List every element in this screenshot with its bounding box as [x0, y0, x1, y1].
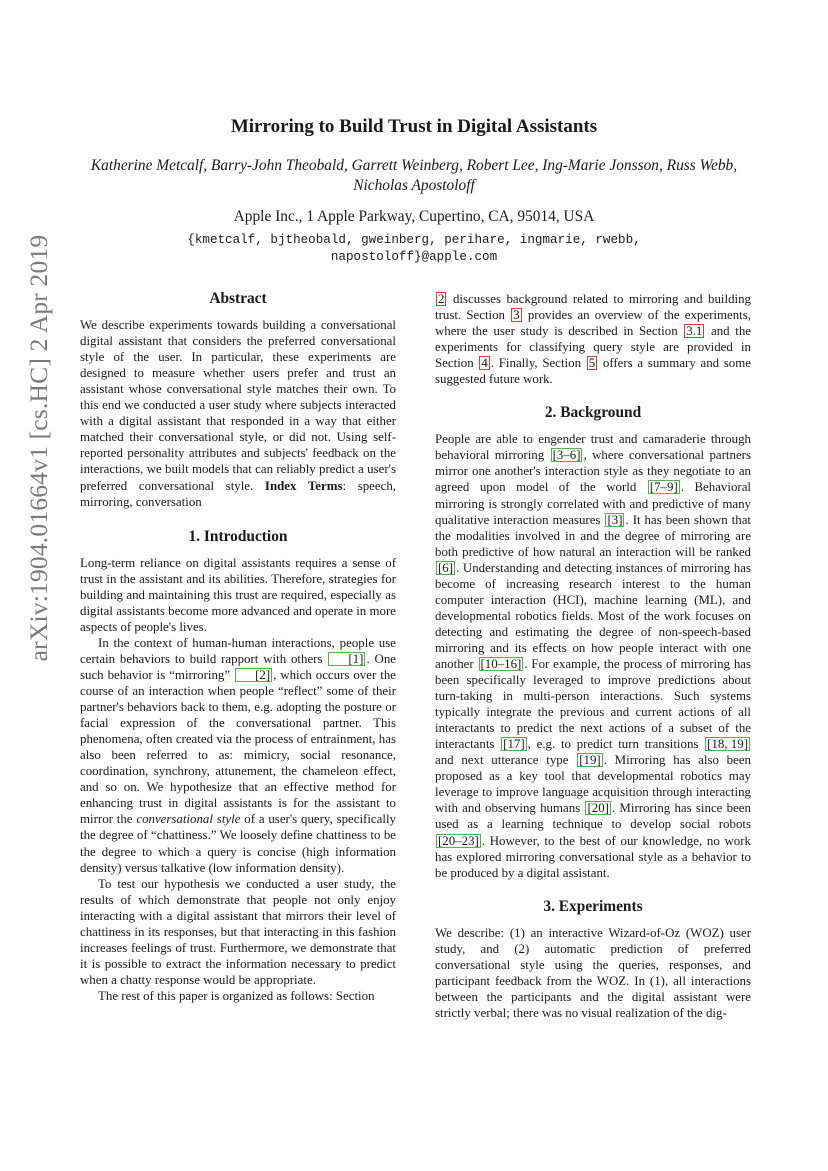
intro-paragraph-1: Long-term reliance on digital assistants requires a sense of trust in the assistant and its abilities. Therefore, strategies for building and maintaining this trust are required, especially as digital assistants become more advanced and operate in more aspects of people's lives. [80, 555, 396, 634]
citation-link[interactable]: [20–23] [438, 833, 479, 848]
experiments-paragraph: We describe: (1) an interactive Wizard-of-Oz (WOZ) user study, and (2) automatic prediction of preferred conversational style using the queries, responses, and participant feedback from the WOZ. In (1), all interactions between the participants and the digital assistant were strictly verbal; there was no visual realization of the dig- [435, 925, 751, 1020]
paper-title: Mirroring to Build Trust in Digital Assistants [230, 116, 598, 137]
right-column [435, 291, 751, 1021]
abstract-text: We describe experiments towards building a conversational digital assistant that considers the preferred conversational style of the user. In particular, these experiments are designed to measure whether users prefer and trust an assistant whose conversational style matches their own. To this end we conducted a user study where subjects interacted with a digital assistant that responded in a way that either matched their conversational style, or did not. Using self-reported personality attributes and subjects' feedback on the interactions, we built models that can reliably predict a user's preferred conversational style. Index Terms: speech, mirroring, conversation [80, 318, 397, 509]
section-link[interactable]: 4 [481, 356, 488, 371]
background-paragraph: People are able to engender trust and camaraderie through behavioral mirroring [3–6] , where conversational partners mirror one another's interaction style as they negotiate to an agreed upon model of the world [7–9] . Behavioral mirroring is strongly correlated with and predictive of many qualitative interaction measures [3] . It has been shown that the modalities involved in and the degree of mirroring are both predictive of how natural an interaction will be ranked [6] . Understanding and detecting instances of mirroring has become of increasing research interest to the human computer interaction (HCI), machine learning (ML), and developmental robotics fields. Most of the work focuses on detecting and estimating the degree of non-speech-based mirroring and its effects on how people interact with one another [10–16] . For example, the process of mirroring has been specifically leveraged to improve predictions about turn-taking in multi-person interactions. Such systems typically integrate the previous and current actions of all interactants to predict the next actions of a subset of the interactants [17] , e.g. to predict turn transitions [18, 19] and next utterance type [19] . Mirroring has also been proposed as a key tool that developmental robotics may leverage to improve language acquisition through interacting with and observing humans [20] . Mirroring has since been used as a learning technique to develop social robots [20–23] . However, to the best of our knowledge, no work has explored mirroring conversational style as a behavior to be produced by a digital assistant. [435, 432, 752, 880]
citation-link[interactable]: [6] [438, 560, 454, 575]
index-terms: : speech, mirroring, conversation [80, 478, 397, 509]
arxiv-identifier: arXiv:1904.01664v1 [cs.HC] 2 Apr 2019 [24, 234, 53, 662]
author-emails: {kmetcalf, bjtheobald, gweinberg, perihare, ingmarie, rwebb, napostoloff}@apple.com [187, 233, 641, 264]
citation-link[interactable]: [7–9] [649, 480, 678, 495]
citation-link[interactable]: [2] [235, 668, 272, 682]
citation-link[interactable]: [3] [607, 512, 623, 527]
author-list: Katherine Metcalf, Barry-John Theobald, Garrett Weinberg, Robert Lee, Ing-Marie Jonsson, Russ Webb, Nicholas Apostoloff [90, 157, 738, 194]
intro-paragraph-4: The rest of this paper is organized as follows: Section [98, 988, 375, 1003]
section-link[interactable]: 3.1 [686, 324, 703, 339]
intro-paragraph-2: In the context of human-human interactions, people use certain behaviors to build rapport with others [1] . One such behavior is “mirroring” [2] , which occurs over the course of an interaction when people “reflect” some of their partner's behaviors back to them, e.g. adopting the posture or facial expression of the conversational partner. This phenomena, often created via the process of entrainment, has also been referred to as: mimicry, social resonance, coordination, synchrony, attunement, the chameleon effect, and so on. We hypothesize that an effective method for enhancing trust in digital assistants is for the assistant to mirror the conversational style of a user's query, specifically the degree of “chattiness.” We loosely define chattiness to be the degree to which a query is concise (high information density) versus talkative (low information density). [80, 635, 396, 875]
background-heading: 2. Background [544, 404, 642, 422]
left-column [80, 291, 396, 1004]
affiliation: Apple Inc., 1 Apple Parkway, Cupertino, CA, 95014, USA [233, 208, 595, 225]
section-link[interactable]: 5 [588, 356, 596, 371]
intro-paragraph-3: To test our hypothesis we conducted a user study, the results of which demonstrate that people not only enjoy interacting with a digital assistant that mirrors their level of chattiness in its responses, but that interacting in this fashion increases feelings of trust. Furthermore, we demonstrate that it is possible to extract the information necessary to predict when a chatty response would be appropriate. [80, 876, 396, 987]
index-terms-label: Index Terms [264, 478, 343, 493]
citation-link[interactable]: [1] [328, 652, 365, 666]
citation-link[interactable]: [20] [587, 801, 609, 816]
citation-link[interactable]: [19] [579, 753, 601, 768]
citation-link[interactable]: [17] [503, 737, 525, 752]
citation-link[interactable]: [3–6] [552, 448, 581, 463]
arxiv-sidebar [0, 0, 78, 1171]
abstract-heading: Abstract [209, 290, 267, 307]
introduction-heading: 1. Introduction [188, 527, 288, 545]
section-link[interactable]: 2 [438, 292, 445, 306]
intro-paragraph-4-continued: 2 discusses background related to mirroring and building trust. Section 3 provides an overview of the experiments, where the user study is described in Section 3.1 and the experiments for classifying query style are provided in Section 4 . Finally, Section 5 offers a summary and some suggested future work. [435, 292, 752, 387]
emphasis-text: conversational style [136, 812, 241, 827]
citation-link[interactable]: [18, 19] [707, 737, 748, 752]
section-link[interactable]: 3 [513, 308, 520, 323]
experiments-heading: 3. Experiments [543, 897, 643, 915]
citation-link[interactable]: [10–16] [480, 656, 522, 671]
